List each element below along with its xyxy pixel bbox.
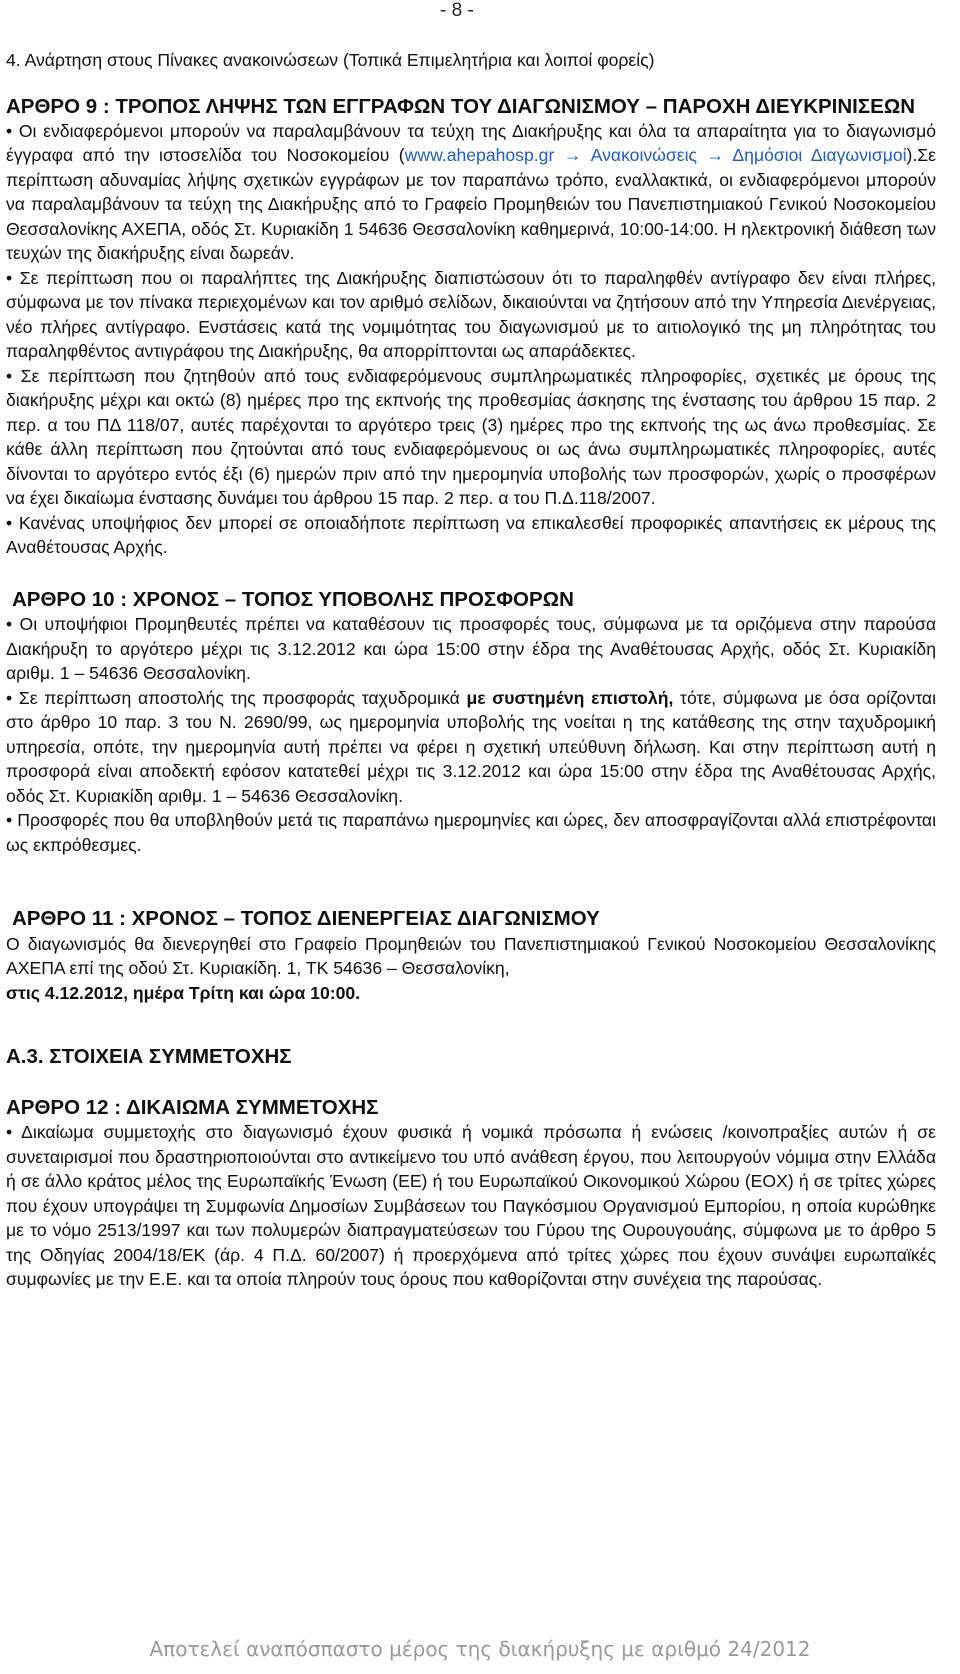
- section-a3-heading: Α.3. ΣΤΟΙΧΕΙΑ ΣΥΜΜΕΤΟΧΗΣ: [6, 1045, 292, 1068]
- article-9-bullet-1: [6, 119, 936, 266]
- article-11-text: [6, 932, 936, 1006]
- article-10-bullet-3: • Προσφορές που θα υποβληθούν μετά τις παραπάνω ημερομηνίες και ώρες, δεν αποσφραγίζονται αλλά επιστρέφονται ως εκπρόθεσμες.: [6, 810, 936, 855]
- bullet-text: ).Σε περίπτωση αδυναμίας λήψης σχετικών εγγράφων με τον παραπάνω τρόπο, εναλλακτικά, οι ενδιαφερόμενοι μπορούν να παραλαμβάνουν τα τεύχη της Διακήρυξης από το Γραφείο Προμηθειών του Πανεπιστημιακού Γενικού Νοσοκομείου Θεσσαλονίκης ΑΧΕΠΑ, οδός Στ. Κυριακίδη 1 54636 Θεσσαλονίκη καθημερινά, 10:00-14:00. Η ηλεκτρονική διάθεση των τευχών της διακήρυξης είναι δωρεάν.: [6, 145, 937, 263]
- bullet-text: • Σε περίπτωση αποστολής της προσφοράς ταχυδρομικά: [6, 687, 467, 708]
- article-10-bullet-1: • Οι υποψήφιοι Προμηθευτές πρέπει να καταθέσουν τις προσφορές τους, σύμφωνα με τα οριζόμενα στην παρούσα Διακήρυξη το αργότερο μέχρι τις 3.12.2012 και ώρα 15:00 στην έδρα της Αναθέτουσας Αρχής, οδός Στ. Κυριακίδη αριθμ. 1 – 54636 Θεσσαλονίκη.: [6, 614, 936, 683]
- article-9-bullet-2: • Σε περίπτωση που οι παραλήπτες της Διακήρυξης διαπιστώσουν ότι το παραληφθέν αντίγραφο δεν είναι πλήρες, σύμφωνα με τον πίνακα περιεχομένων και τον αριθμό σελίδων, δικαιούνται να ζητήσουν από την Υπηρεσία Διενέργειας, νέο πλήρες αντίγραφο. Ενστάσεις κατά της νομιμότητας του διαγωνισμού με το αιτιολογικό της μη πληρότητας του παραληφθέντος αντιγράφου της Διακήρυξης, θα απορρίπτονται ως απαράδεκτες.: [6, 267, 936, 361]
- article-10-heading: ΑΡΘΡΟ 10 : ΧΡΟΝΟΣ – ΤΟΠΟΣ ΥΠΟΒΟΛΗΣ ΠΡΟΣΦΟΡΩΝ: [12, 587, 574, 611]
- article-9-bullet-4: • Κανένας υποψήφιος δεν μπορεί σε οποιαδήποτε περίπτωση να επικαλεσθεί προφορικές απαντήσεις εκ μέρους της Αναθέτουσας Αρχής.: [6, 512, 936, 557]
- article-12-bullet-1: • Δικαίωμα συμμετοχής στο διαγωνισμό έχουν φυσικά ή νομικά πρόσωπα ή ενώσεις /κοινοπραξίες αυτών ή σε συνεταιρισμοί που δραστηριοποιούνται στο αντικείμενο του υπό ανάθεση έργου, που λειτουργούν νόμιμα στην Ελλάδα ή σε άλλο κράτος μέλος της Ευρωπαϊκής Ένωση (ΕΕ) ή του Ευρωπαϊκού Οικονομικού Χώρου (ΕΟΧ) ή σε τρίτες χώρες που έχουν υπογράψει τη Συμφωνία Δημοσίων Συμβάσεων του Παγκόσμιου Οργανισμού Εμπορίου, η οποία κυρώθηκε με το νόμο 2513/1997 και των πολυμερών διαπραγματεύσεων του Γύρου της Ουρουγουάης, σύμφωνα με το άρθρο 5 της Οδηγίας 2004/18/ΕΚ (άρ. 4 Π.Δ. 60/2007) ή προερχόμενα από τρίτες χώρες που έχουν συνάψει ευρωπαϊκές συμφωνίες με την Ε.Ε. και τα οποία πληρούν τους όρους που καθορίζονται στην συνέχεια της παρούσας.: [6, 1122, 936, 1289]
- document-body: [6, 48, 936, 1292]
- paragraph-text: Ο διαγωνισμός θα διενεργηθεί στο Γραφείο Προμηθειών του Πανεπιστημιακού Γενικού Νοσοκομείου Θεσσαλονίκης ΑΧΕΠΑ επί της οδού Στ. Κυριακίδη. 1, ΤΚ 54636 – Θεσσαλονίκη,: [6, 933, 936, 978]
- article-11-heading: ΑΡΘΡΟ 11 : ΧΡΟΝΟΣ – ΤΟΠΟΣ ΔΙΕΝΕΡΓΕΙΑΣ ΔΙΑΓΩΝΙΣΜΟΥ: [12, 907, 600, 930]
- registered-letter-emphasis: με συστημένη επιστολή,: [466, 687, 674, 708]
- article-9-heading: ΑΡΘΡΟ 9 : ΤΡΟΠΟΣ ΛΗΨΗΣ ΤΩΝ ΕΓΓΡΑΦΩΝ ΤΟΥ ΔΙΑΓΩΝΙΣΜΟΥ – ΠΑΡΟΧΗ ΔΙΕΥΚΡΙΝΙΣΕΩΝ: [6, 94, 916, 118]
- article-9-bullet-3: • Σε περίπτωση που ζητηθούν από τους ενδιαφερόμενους συμπληρωματικές πληροφορίες, σχετικές με όρους της διακήρυξης μέχρι και οκτώ (8) ημέρες προ της εκπνοής της προθεσμίας άσκησης της ένστασης του άρθρου 15 παρ. 2 περ. α του ΠΔ 118/07, αυτές παρέχονται το αργότερο τρεις (3) ημέρες προ της εκπνοής της ως άνω προθεσμίας. Σε κάθε άλλη περίπτωση που ζητούνται από τους ενδιαφερόμενους οι ως άνω συμπληρωματικές πληροφορίες, αυτές δίνονται το αργότερο εντός έξι (6) ημερών πριν από την ημερομηνία υποβολής των προσφορών, χωρίς ο προσφέρων να έχει δικαίωμα ένστασης δυνάμει του άρθρου 15 παρ. 2 περ. α του Π.Δ.118/2007.: [6, 365, 936, 508]
- page-number: - 8 -: [440, 0, 474, 21]
- article-12-heading: ΑΡΘΡΟ 12 : ΔΙΚΑΙΩΜΑ ΣΥΜΜΕΤΟΧΗΣ: [6, 1095, 379, 1119]
- tender-date-emphasis: στις 4.12.2012, ημέρα Τρίτη και ώρα 10:00.: [6, 982, 361, 1003]
- website-link[interactable]: www.ahepahosp.gr → Ανακοινώσεις → Δημόσιοι Διαγωνισμοί: [404, 145, 907, 165]
- announcement-item-4: 4. Ανάρτηση στους Πίνακες ανακοινώσεων (Τοπικά Επιμελητήρια και λοιποί φορείς): [6, 50, 655, 70]
- page-footer: Αποτελεί αναπόσπαστο μέρος της διακήρυξης με αριθμό 24/2012: [149, 1637, 811, 1661]
- bullet-text: • Οι ενδιαφερόμενοι μπορούν να παραλαμβάνουν τα τεύχη της Διακήρυξης και όλα τα απαραίτητα για το διαγωνισμό έγγραφα από την ιστοσελίδα του Νοσοκομείου (: [6, 120, 936, 165]
- article-10-bullet-2: [6, 686, 936, 809]
- bullet-text: τότε, σύμφωνα με όσα ορίζονται στο άρθρο 10 παρ. 3 του Ν. 2690/99, ως ημερομηνία υποβολής της νοείται η της κατάθεσης της στην ταχυδρομική υπηρεσία, οπότε, την ημερομηνία αυτή πρέπει να φέρει η σχετική υπεύθυνη δήλωση. Και στην περίπτωση αυτή η προσφορά είναι αποδεκτή εφόσον κατατεθεί μέχρι τις 3.12.2012 και ώρα 15:00 στην έδρα της Αναθέτουσας Αρχής, οδός Στ. Κυριακίδη αριθμ. 1 – 54636 Θεσσαλονίκη.: [6, 687, 936, 806]
